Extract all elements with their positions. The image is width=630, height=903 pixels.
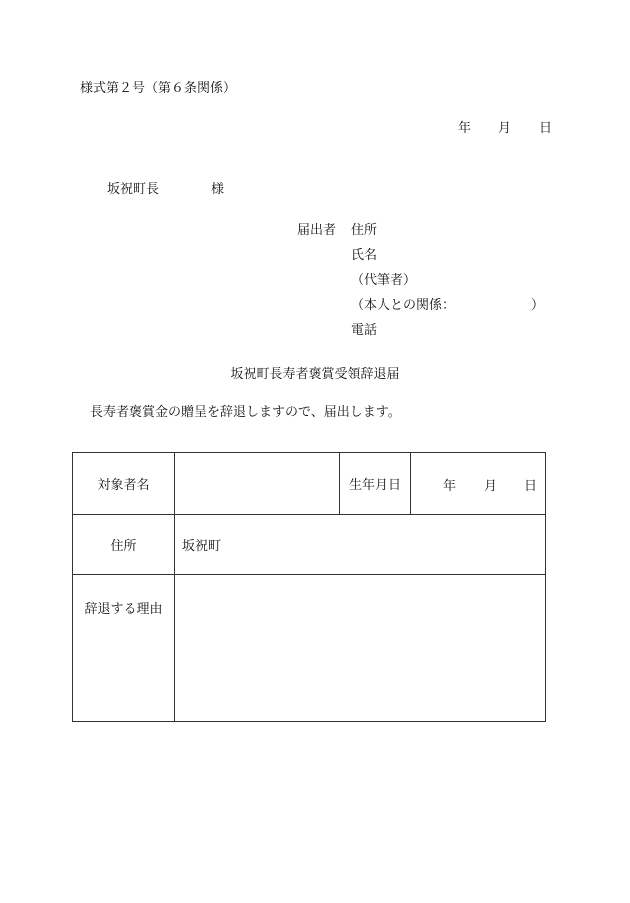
applicant-address-label: 住所: [351, 223, 378, 238]
birthdate-month-label: 月: [484, 479, 498, 494]
birthdate-field[interactable]: [411, 453, 546, 515]
applicant-proxy-label: （代筆者）: [351, 273, 417, 288]
birthdate-day-label: 日: [524, 479, 538, 494]
applicant-relation-close: ）: [531, 298, 545, 313]
reason-label: 辞退する理由: [73, 575, 175, 722]
reason-field[interactable]: [175, 575, 546, 722]
date-year-label: 年: [458, 121, 472, 136]
table-row: [73, 575, 546, 722]
form-number-label: 様式第２号（第６条関係）: [80, 81, 237, 96]
applicant-relation-label: （本人との関係：: [351, 298, 456, 313]
birthdate-label: 生年月日: [340, 453, 411, 515]
document-body: 長寿者褒賞金の贈呈を辞退しますので、届出します。: [90, 405, 401, 420]
date-day-label: 日: [539, 121, 553, 136]
addressee-name: 坂祝町長: [107, 182, 160, 197]
date-month-label: 月: [498, 121, 512, 136]
document-title: 坂祝町長寿者褒賞受領辞退届: [230, 367, 400, 382]
subject-name-label: 対象者名: [73, 453, 175, 515]
applicant-label: 届出者: [297, 223, 337, 238]
applicant-phone-label: 電話: [351, 323, 378, 338]
declaration-table: [72, 452, 546, 722]
applicant-name-label: 氏名: [351, 248, 378, 263]
subject-name-field[interactable]: [175, 453, 340, 515]
addressee-honorific: 様: [211, 182, 225, 197]
table-row: [73, 515, 546, 575]
address-label: 住所: [73, 515, 175, 575]
table-row: [73, 453, 546, 515]
birthdate-year-label: 年: [443, 479, 457, 494]
address-field[interactable]: 坂祝町: [175, 515, 546, 575]
